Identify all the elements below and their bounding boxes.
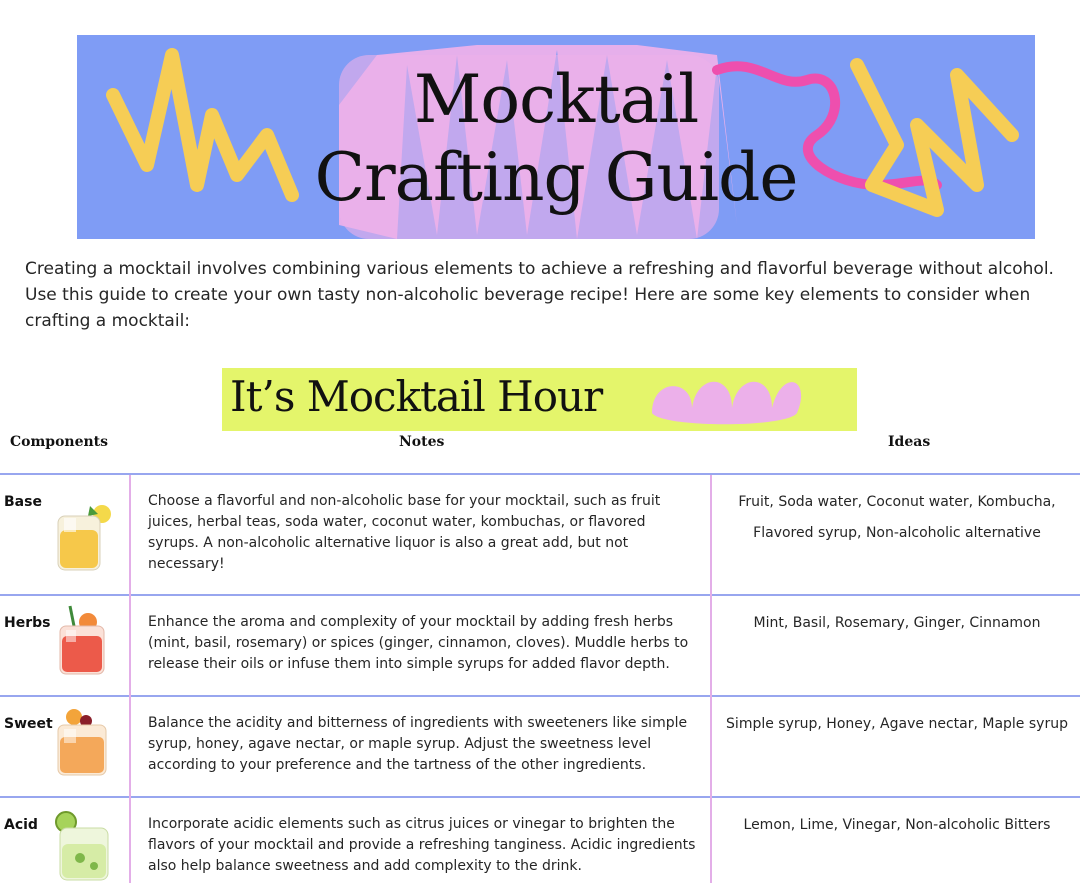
- note-line: syrup, honey, agave nectar, or maple syrup. Adjust the sweetness level: [148, 736, 652, 752]
- note-line: (mint, basil, rosemary) or spices (ginger, cinnamon, cloves). Muddle herbs to: [148, 635, 689, 651]
- yellow-drink-glass-icon: [52, 500, 118, 576]
- lime-drink-glass-icon: [52, 808, 118, 883]
- idea-line: Fruit, Soda water, Coconut water, Kombucha,: [738, 494, 1056, 510]
- component-label: Base: [4, 494, 42, 510]
- note-line: necessary!: [148, 556, 225, 572]
- idea-line: Flavored syrup, Non-alcoholic alternative: [753, 525, 1041, 541]
- component-ideas: [714, 810, 1080, 841]
- header-ideas: Ideas: [888, 434, 931, 450]
- note-line: Choose a flavorful and non-alcoholic base for your mocktail, such as fruit: [148, 493, 661, 509]
- note-line: Balance the acidity and bitterness of ingredients with sweeteners like simple: [148, 715, 688, 731]
- component-notes: [148, 814, 703, 877]
- note-line: flavors of your mocktail and provide a refreshing tanginess. Acidic ingredients: [148, 837, 696, 853]
- table-divider: [0, 473, 1080, 475]
- intro-paragraph: [25, 256, 1080, 334]
- intro-line: Use this guide to create your own tasty non-alcoholic beverage recipe! Here are some key elements to consider when: [25, 285, 1031, 305]
- intro-line: Creating a mocktail involves combining various elements to achieve a refreshing and flavorful beverage without alcohol.: [25, 259, 1054, 279]
- header-notes: Notes: [399, 434, 445, 450]
- column-divider: [129, 475, 131, 883]
- table-divider: [0, 796, 1080, 798]
- note-line: according to your preference and the tartness of the other ingredients.: [148, 757, 647, 773]
- header-components: Components: [10, 434, 109, 450]
- component-notes: [148, 491, 703, 575]
- intro-line: crafting a mocktail:: [25, 311, 191, 331]
- orange-drink-glass-icon: [52, 705, 118, 781]
- component-notes: [148, 713, 703, 776]
- component-ideas: [714, 709, 1080, 740]
- table-divider: [0, 695, 1080, 697]
- subheading-text: It’s Mocktail Hour: [230, 372, 603, 421]
- component-label: Sweet: [4, 716, 53, 732]
- note-line: release their oils or infuse them into simple syrups for added flavor depth.: [148, 656, 670, 672]
- idea-line: Mint, Basil, Rosemary, Ginger, Cinnamon: [753, 615, 1041, 631]
- title-banner: [77, 35, 1035, 239]
- component-ideas: [714, 608, 1080, 639]
- red-drink-glass-icon: [52, 604, 118, 680]
- page-title: [77, 35, 1035, 239]
- section-subheading: [222, 368, 857, 431]
- component-label: Acid: [4, 817, 38, 833]
- table-divider: [0, 594, 1080, 596]
- idea-line: Lemon, Lime, Vinegar, Non-alcoholic Bitters: [743, 817, 1051, 833]
- note-line: syrups. A non-alcoholic alternative liquor is also a great add, but not: [148, 535, 629, 551]
- note-line: juices, herbal teas, soda water, coconut water, kombuchas, or flavored: [148, 514, 646, 530]
- note-line: Incorporate acidic elements such as citrus juices or vinegar to brighten the: [148, 816, 675, 832]
- note-line: also help balance sweetness and add complexity to the drink.: [148, 858, 582, 874]
- component-ideas: [714, 487, 1080, 549]
- title-line-1: Mocktail: [413, 61, 699, 138]
- note-line: Enhance the aroma and complexity of your mocktail by adding fresh herbs: [148, 614, 674, 630]
- title-line-2: Crafting Guide: [314, 139, 798, 216]
- component-notes: [148, 612, 703, 675]
- component-label: Herbs: [4, 615, 51, 631]
- column-divider: [710, 475, 712, 883]
- idea-line: Simple syrup, Honey, Agave nectar, Maple syrup: [726, 716, 1068, 732]
